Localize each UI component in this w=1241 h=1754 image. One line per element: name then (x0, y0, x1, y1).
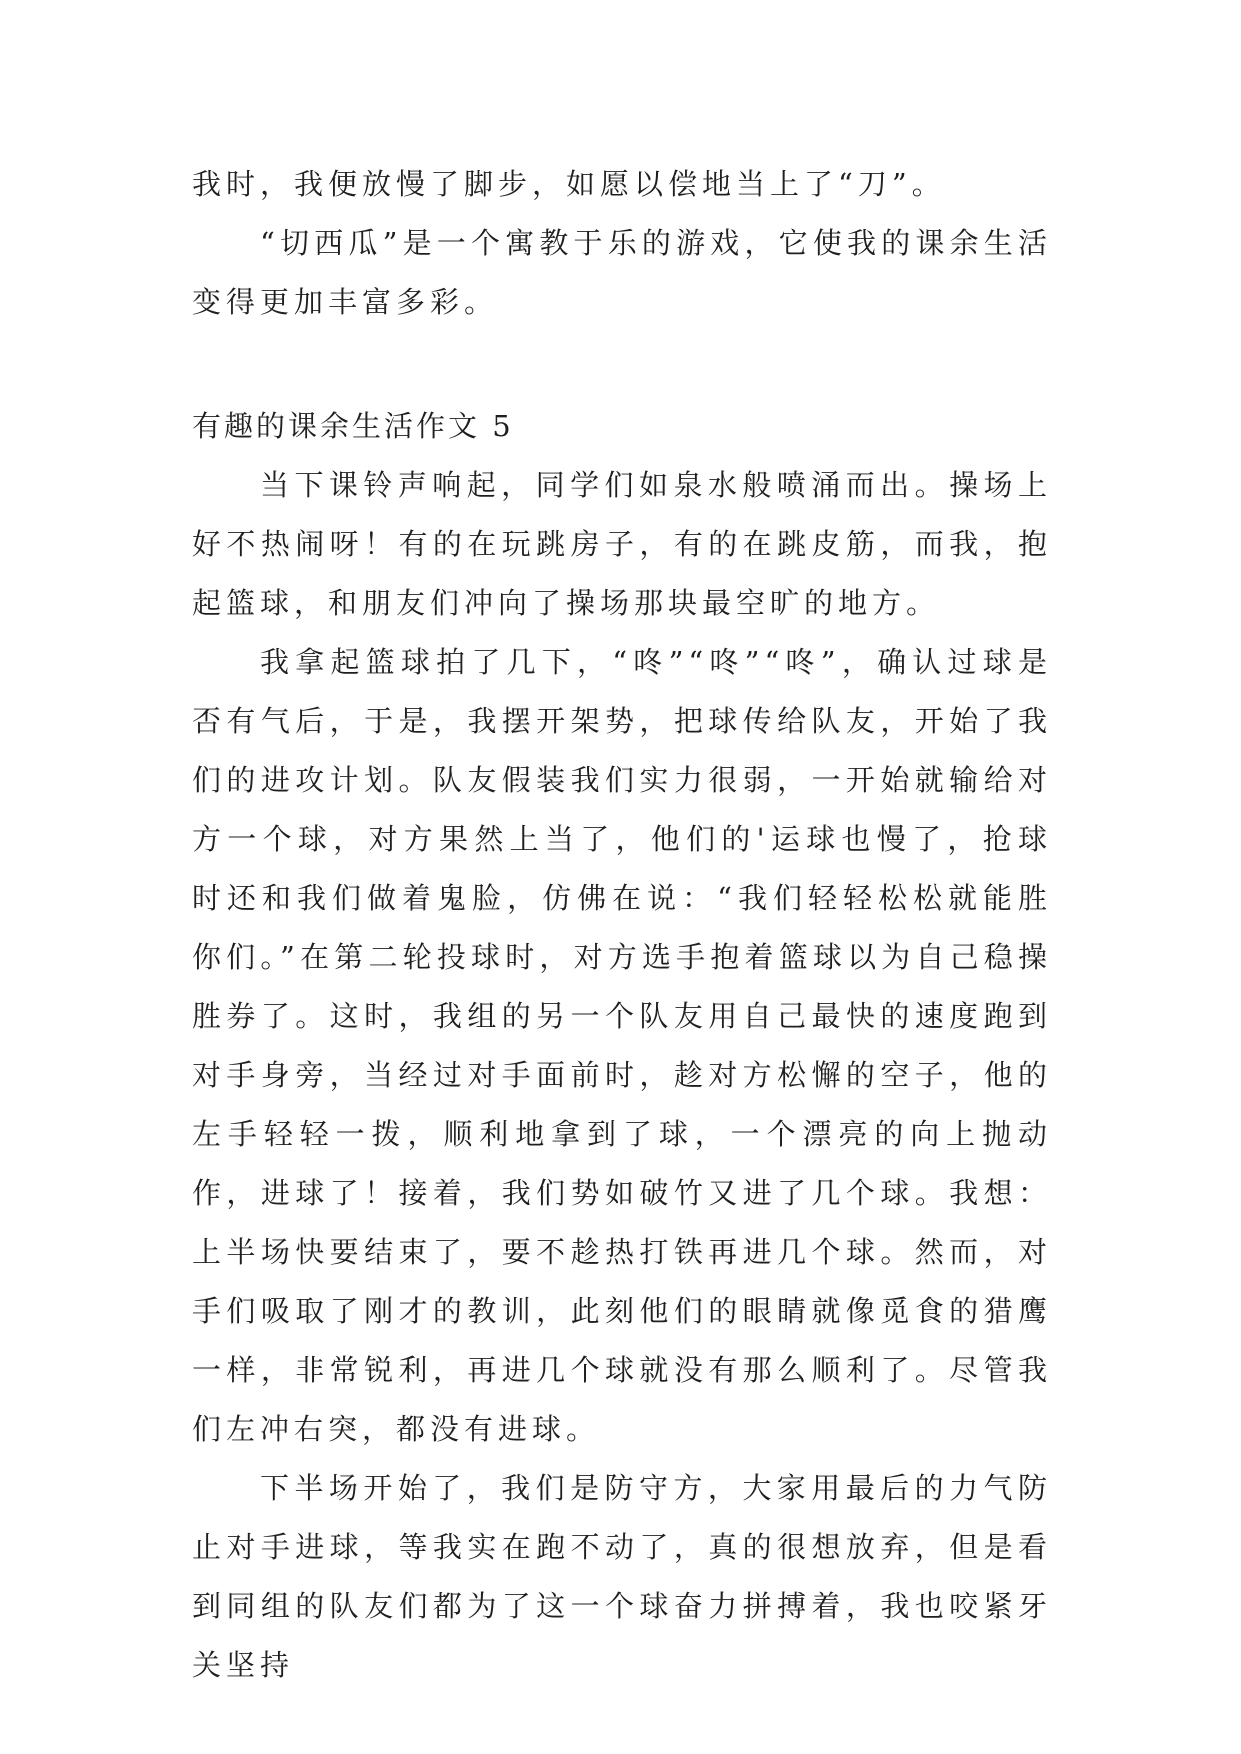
document-body (192, 155, 1052, 1695)
paragraph-closing: “切西瓜”是一个寓教于乐的游戏，它使我的课余生活变得更加丰富多彩。 (192, 226, 1052, 319)
paragraph-1: 当下课铃声响起，同学们如泉水般喷涌而出。操场上好不热闹呀！有的在玩跳房子，有的在跳皮筋，而我，抱起篮球，和朋友们冲向了操场那块最空旷的地方。 (192, 468, 1052, 620)
paragraph-continued: 我时，我便放慢了脚步，如愿以偿地当上了“刀”。 (192, 167, 946, 201)
essay-title: 有趣的课余生活作文 5 (192, 409, 514, 443)
paragraph-3: 下半场开始了，我们是防守方，大家用最后的力气防止对手进球，等我实在跑不动了，真的很想放弃，但是看到同组的队友们都为了这一个球奋力拼搏着，我也咬紧牙关坚持 (192, 1471, 1052, 1682)
paragraph-2: 我拿起篮球拍了几下，“咚”“咚”“咚”，确认过球是否有气后，于是，我摆开架势，把球传给队友，开始了我们的进攻计划。队友假装我们实力很弱，一开始就输给对方一个球，对方果然上当了，他们的'运球也慢了，抢球时还和我们做着鬼脸，仿佛在说：“我们轻轻松松就能胜你们。”在第二轮投球时，对方选手抱着篮球以为自己稳操胜券了。这时，我组的另一个队友用自己最快的速度跑到对手身旁，当经过对手面前时，趁对方松懈的空子，他的左手轻轻一拨，顺利地拿到了球，一个漂亮的向上抛动作，进球了！接着，我们势如破竹又进了几个球。我想：上半场快要结束了，要不趁热打铁再进几个球。然而，对手们吸取了刚才的教训，此刻他们的眼睛就像觅食的猎鹰一样，非常锐利，再进几个球就没有那么顺利了。尽管我们左冲右突，都没有进球。 (192, 645, 1052, 1446)
